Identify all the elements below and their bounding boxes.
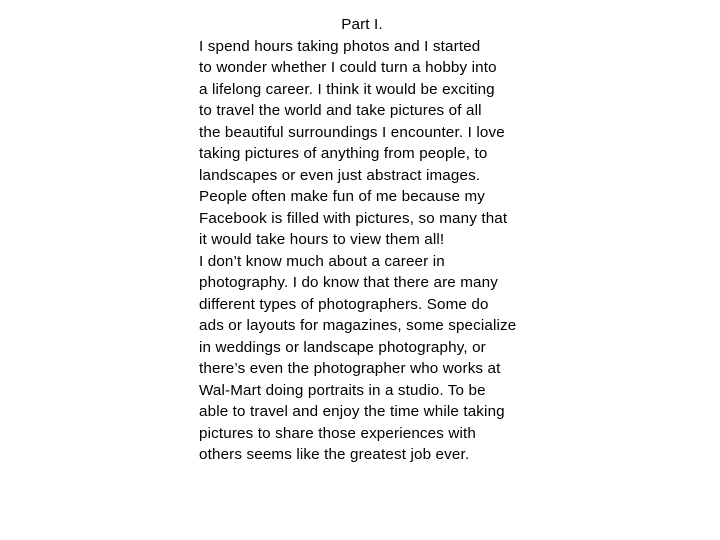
text-line: People often make fun of me because my bbox=[199, 188, 485, 205]
text-line: I spend hours taking photos and I started bbox=[199, 37, 481, 55]
text-line: I don’t know much about a career in bbox=[199, 252, 445, 270]
text-line: photography. I do know that there are many bbox=[199, 274, 498, 291]
text-line: it would take hours to view them all! bbox=[199, 231, 445, 248]
document-body bbox=[199, 14, 539, 466]
text-line: to wonder whether I could turn a hobby into bbox=[199, 59, 497, 76]
document-title: Part I. bbox=[341, 16, 383, 33]
text-line: taking pictures of anything from people, to bbox=[199, 145, 488, 162]
text-line: the beautiful surroundings I encounter. I love bbox=[199, 123, 505, 141]
text-line: able to travel and enjoy the time while taking bbox=[199, 403, 505, 420]
text-line: Facebook is filled with pictures, so many that bbox=[199, 209, 508, 227]
text-line: ads or layouts for magazines, some specialize bbox=[199, 317, 517, 334]
text-line: Wal-Mart doing portraits in a studio. To be bbox=[199, 381, 486, 399]
text-line: there’s even the photographer who works at bbox=[199, 360, 501, 377]
text-line: to travel the world and take pictures of all bbox=[199, 102, 482, 119]
text-line: a lifelong career. I think it would be exciting bbox=[199, 80, 495, 98]
text-line: in weddings or landscape photography, or bbox=[199, 338, 486, 356]
text-line: others seems like the greatest job ever. bbox=[199, 446, 470, 463]
text-line: landscapes or even just abstract images. bbox=[199, 166, 481, 184]
text-line: pictures to share those experiences with bbox=[199, 424, 476, 442]
text-line: different types of photographers. Some do bbox=[199, 295, 489, 313]
